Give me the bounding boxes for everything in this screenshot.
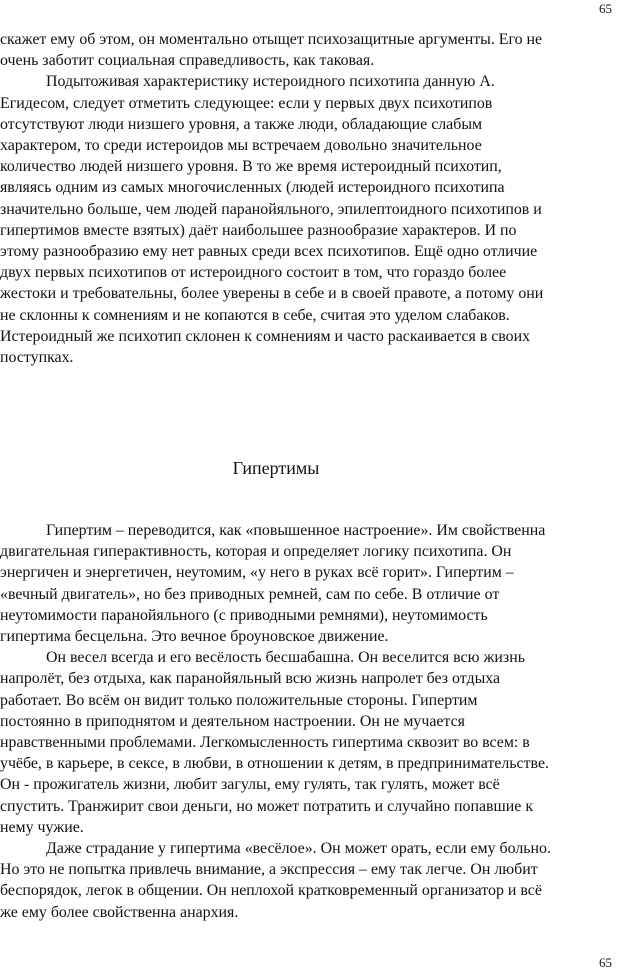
text-line: энергичен и энергетичен, неутомим, «у него в руках всё горит». Гипертим –: [0, 564, 514, 582]
text-line: гипертима бесцельна. Это вечное броуновское движение.: [0, 628, 389, 646]
text-line: отсутствуют люди низшего уровня, а также люди, обладающие слабым: [0, 115, 483, 133]
text-line: спустить. Транжирит свои деньги, но может потратить и случайно попавшие к: [0, 797, 534, 815]
page-number-bottom: 65: [599, 955, 612, 970]
text-line: значительно больше, чем людей паранойяльного, эпилептоидного психотипов и: [0, 200, 542, 218]
text-line: не склонны к сомнениям и не копаются в себе, считая это уделом слабаков.: [0, 306, 510, 324]
text-line: скажет ему об этом, он моментально отыщет психозащитные аргументы. Его не: [0, 31, 543, 48]
text-line: характером, то среди истероидов мы встречаем довольно значительное: [0, 137, 482, 155]
paragraph: [0, 647, 612, 838]
text-line: гипертимов вместе взятых) даёт наибольшее разнообразие характеров. И по: [0, 221, 517, 239]
text-line: нему чужие.: [0, 818, 84, 836]
text-line: жестоки и требовательны, более уверены в себе и в своей правоте, а потому они: [0, 285, 544, 303]
text-line: Егидесом, следует отметить следующее: если у первых двух психотипов: [0, 94, 493, 112]
text-line: работает. Во всём он видит только положительные стороны. Гипертим: [0, 691, 478, 709]
text-line: напролёт, без отдыха, как паранойяльный всю жизнь напролет без отдыха: [0, 670, 501, 688]
text-line: постоянно в приподнятом и деятельном настроении. Он не мучается: [0, 712, 465, 730]
text-line: количество людей низшего уровня. В то же время истероидный психотип,: [0, 158, 502, 176]
text-line: Гипертим – переводится, как «повышенное настроение». Им свойственна: [46, 522, 546, 539]
text-line: неутомимости паранойяльного (с приводными ремнями), неутомимость: [0, 606, 488, 624]
page-number-top: 65: [599, 1, 612, 16]
text-line: Истероидный же психотип склонен к сомнениям и часто раскаивается в своих: [0, 327, 531, 345]
text-line: Он - прожигатель жизни, любит загулы, ему гулять, так гулять, может всё: [0, 776, 500, 794]
text-line: же ему более свойственна анархия.: [0, 903, 239, 921]
text-line: «вечный двигатель», но без приводных ремней, сам по себе. В отличие от: [0, 585, 500, 603]
paragraph: [0, 71, 612, 368]
paragraph: [0, 838, 612, 923]
text-line: Подытоживая характеристику истероидного психотипа данную А.: [46, 73, 495, 91]
text-line: Он весел всегда и его весёлость бесшабашна. Он веселится всю жизнь: [46, 649, 525, 667]
section-heading: Гипертимы: [232, 458, 320, 478]
section-hyperthymes: [0, 520, 612, 923]
paragraph: [0, 29, 612, 71]
text-line: двух первых психотипов от истероидного состоит в том, что гораздо более: [0, 264, 507, 282]
paragraph: [0, 520, 612, 647]
text-line: Даже страдание у гипертима «весёлое». Он может орать, если ему больно.: [46, 840, 551, 858]
text-line: двигательная гиперактивность, которая и определяет логику психотипа. Он: [0, 543, 512, 561]
text-line: учёбе, в карьере, в сексе, в любви, в отношении к детям, в предпринимательстве.: [0, 755, 549, 773]
text-line: поступках.: [0, 349, 74, 367]
text-line: этому разнообразию ему нет равных среди всех психотипов. Ещё одно отличие: [0, 243, 538, 261]
section-istroid-conclusion: [0, 29, 612, 368]
text-line: очень заботит социальная справедливость, как таковая.: [0, 52, 375, 70]
text-line: нравственными проблемами. Легкомысленность гипертима сквозит во всем: в: [0, 734, 530, 752]
text-line: беспорядок, легок в общении. Он неплохой кратковременный организатор и всё: [0, 882, 542, 900]
text-line: являясь одним из самых многочисленных (людей истероидного психотипа: [0, 179, 505, 197]
text-line: Но это не попытка привлечь внимание, а экспрессия – ему так легче. Он любит: [0, 861, 538, 879]
